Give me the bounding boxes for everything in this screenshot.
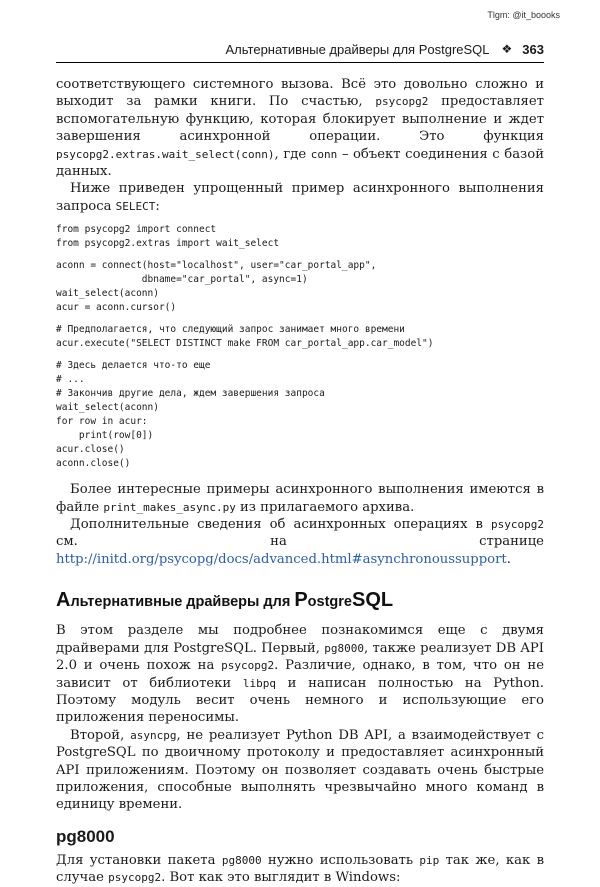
code-block-fetch: # Здесь делается что-то еще # ... # Закончив другие дела, ждем завершения запроса wait_select(aconn) for row in acur: print(row[0]) acur.close() aconn.close() [56,360,325,470]
inline-code: psycopg2 [108,871,162,885]
running-head [56,36,544,63]
paragraph-more-examples: Более интересные примеры асинхронного выполнения имеются в файле print_makes_async.py из прилагаемого архива. [56,482,544,515]
diamond-icon: ❖ [501,42,513,56]
code-block-connect: aconn = connect(host="localhost", user="car_portal_app", dbname="car_portal", async=1) wait_select(aconn) acur = aconn.cursor() [56,260,377,314]
inline-code: pip [419,853,440,867]
subsection-heading: pg8000 [56,826,115,846]
channel-watermark: Tlgm: @it_boooks [487,10,560,20]
running-head-title: Альтернативные драйверы для PostgreSQL [225,41,490,57]
paragraph-example-intro: Ниже приведен упрощенный пример асинхронного выполнения запроса SELECT: [56,181,544,214]
page-body [56,76,544,887]
inline-code: asyncpg [130,728,177,742]
inline-code: libpq [242,676,277,690]
code-block-imports: from psycopg2 import connect from psycopg2.extras import wait_select [56,224,280,250]
paragraph-asyncpg: Второй, asyncpg, не реализует Python DB API, а взаимодействует с PostgreSQL по двоичному протоколу и предоставляет асинхронный API приложениям. Поэтому он позволяет создавать очень быстрые приложения, способные выполнять чрезвычайно много команд в единицу времени. [56,727,544,813]
docs-link[interactable]: http://initd.org/psycopg/docs/advanced.html#asynchronoussupport [56,551,507,567]
inline-code: conn [310,147,338,161]
inline-code: psycopg2 [375,95,429,109]
inline-code: pg8000 [221,853,262,867]
paragraph-wait-select: соответствующего системного вызова. Всё это довольно сложно и выходит за рамки книги. По счастью, psycopg2 предоставляет вспомогательную функцию, которая блокирует выполнение и ждет завершения асинхронной операции. Это функция psycopg2.extras.wait_select(conn), где conn – объект соединения с базой данных. [56,77,544,180]
inline-code: print_makes_async.py [103,500,236,514]
code-block-execute: # Предполагается, что следующий запрос занимает много времени acur.execute("SELECT DISTINCT make FROM car_portal_app.car_model") [56,324,434,350]
paragraph-pg8000-install: Для установки пакета pg8000 нужно использовать pip так же, как в случае psycopg2. Вот как это выглядит в Windows: [56,852,544,886]
inline-code: psycopg2 [221,659,275,673]
section-heading: Альтернативные драйверы для PostgreSQL [56,589,394,612]
paragraph-docs-link: Дополнительные сведения об асинхронных операциях в psycopg2 см. на странице http://initd.org/psycopg/docs/advanced.html#asynchronoussupport. [56,517,544,567]
inline-code: pg8000 [324,641,364,655]
paragraph-drivers-intro: В этом разделе мы подробнее познакомимся еще с двумя драйверами для PostgreSQL. Первый, pg8000, также реализует DB API 2.0 и очень похож на psycopg2. Различие, однако, в том, что он не зависит от библиотеки libpq и написан полностью на Python. Поэтому модуль весит очень немного и использующие его приложения переносимы. [56,623,544,726]
inline-code: SELECT [115,199,156,213]
inline-code: psycopg2 [491,518,544,532]
page-number: 363 [522,41,544,57]
inline-code: psycopg2.extras.wait_select(conn) [56,147,275,161]
